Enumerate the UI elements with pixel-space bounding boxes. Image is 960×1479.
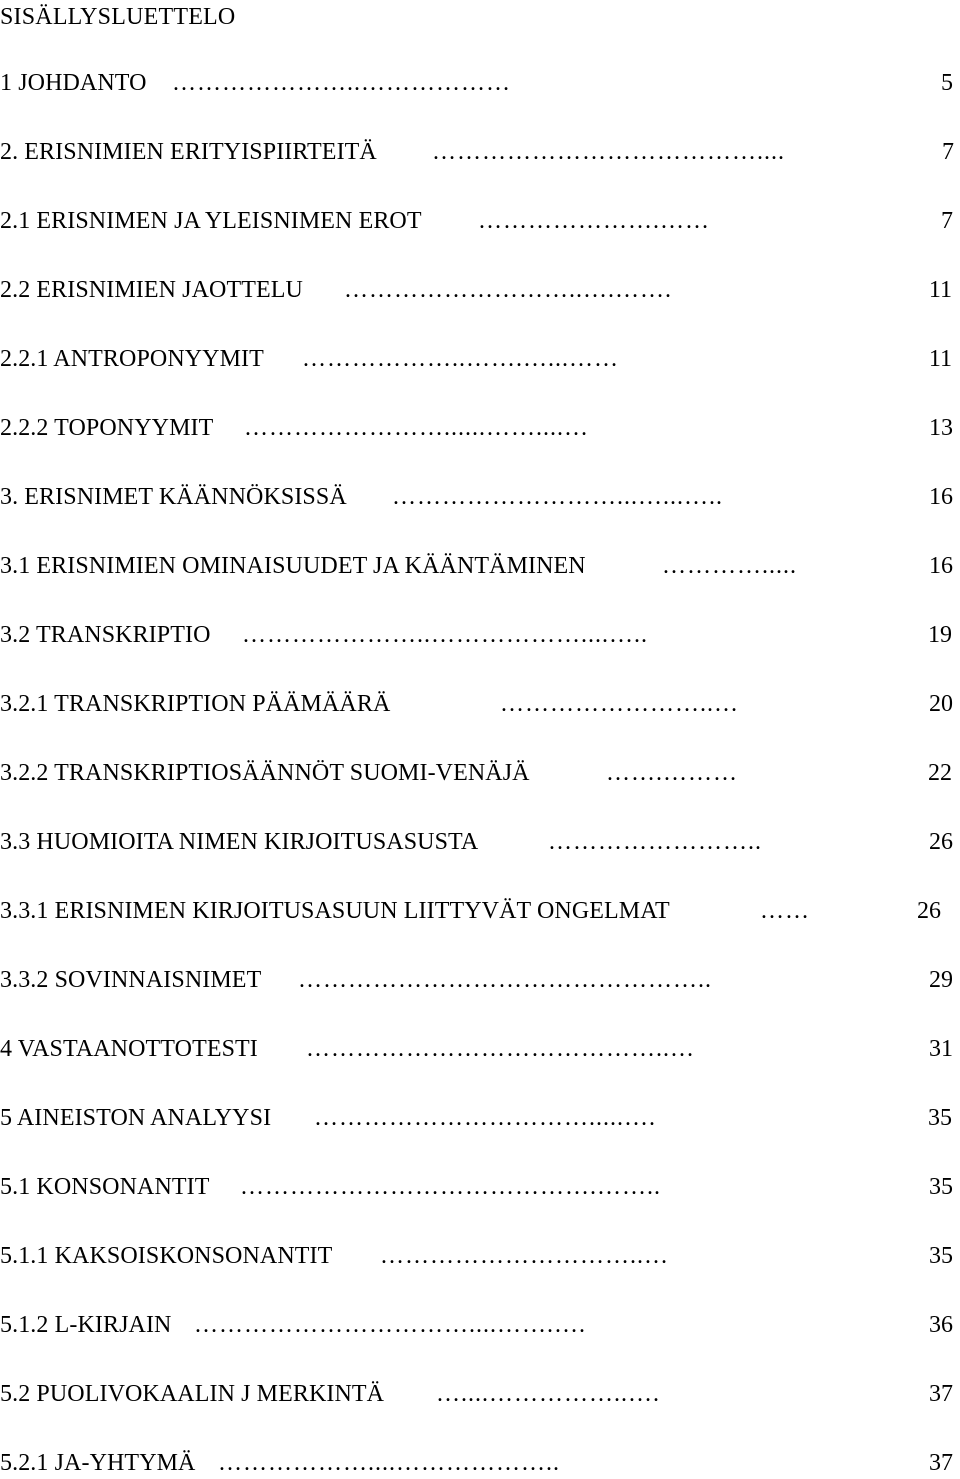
toc-entry-page: 19 [928, 622, 952, 648]
toc-entry-page: 16 [929, 484, 953, 510]
toc-entry-page: 26 [917, 898, 941, 924]
toc-entry-leader: …………………..……………… [172, 70, 511, 96]
toc-entry-leader: ………………………………………….. [298, 967, 712, 993]
toc-entry-leader: ………………....……………….. [218, 1450, 560, 1476]
toc-entry-page: 20 [929, 691, 953, 717]
toc-entry-leader: ……………………………………..… [306, 1036, 695, 1062]
toc-entry-title: 5 AINEISTON ANALYYSI [0, 1105, 272, 1131]
toc-entry-title: 1 JOHDANTO [0, 70, 147, 96]
toc-entry-leader: ……………………......……....… [244, 415, 589, 441]
toc-entry-title: 3. ERISNIMET KÄÄNNÖKSISSÄ [0, 484, 347, 510]
toc-entry-leader: …………………………….....…. [314, 1105, 656, 1131]
toc-entry-title: 5.1.2 L-KIRJAIN [0, 1312, 172, 1338]
toc-entry-title: 5.1 KONSONANTIT [0, 1174, 210, 1200]
toc-entry-page: 16 [929, 553, 953, 579]
toc-entry-page: 26 [929, 829, 953, 855]
toc-entry-page: 37 [929, 1381, 953, 1407]
toc-entry-leader: ……………………..… [500, 691, 739, 717]
toc-entry-page: 22 [928, 760, 952, 786]
toc-entry-leader: ………………………..….……. [344, 277, 672, 303]
toc-entry-title: 2.1 ERISNIMEN JA YLEISNIMEN EROT [0, 208, 422, 234]
toc-entry-title: 2.2 ERISNIMIEN JAOTTELU [0, 277, 303, 303]
toc-entry-title: 2. ERISNIMIEN ERITYISPIIRTEITÄ [0, 139, 377, 165]
toc-entry-page: 36 [929, 1312, 953, 1338]
toc-entry-leader: …………………..………………....….. [242, 622, 648, 648]
toc-entry-leader: ………………….…… [478, 208, 710, 234]
toc-entry-page: 29 [929, 967, 953, 993]
toc-entry-page: 7 [941, 208, 953, 234]
toc-entry-page: 35 [928, 1105, 952, 1131]
toc-entry-page: 13 [929, 415, 953, 441]
toc-entry-title: 5.2 PUOLIVOKAALIN J MERKINTÄ [0, 1381, 385, 1407]
toc-entry-title: 3.2.2 TRANSKRIPTIOSÄÄNNÖT SUOMI-VENÄJÄ [0, 760, 530, 786]
toc-entry-leader: …………………….. [548, 829, 762, 855]
toc-entry-title: 3.3.1 ERISNIMEN KIRJOITUSASUUN LIITTYVÄT ONGELMAT [0, 898, 670, 924]
toc-entry-page: 11 [928, 277, 952, 303]
toc-entry-page: 11 [928, 346, 952, 372]
toc-entry-title: 3.3 HUOMIOITA NIMEN KIRJOITUSASUSTA [0, 829, 479, 855]
toc-entry-page: 35 [929, 1174, 953, 1200]
toc-entry-leader: ……………………………....…….…. [194, 1312, 586, 1338]
toc-entry-page: 31 [929, 1036, 953, 1062]
toc-entry-title: 3.3.2 SOVINNAISNIMET [0, 967, 262, 993]
toc-entry-page: 5 [941, 70, 953, 96]
toc-entry-leader: ………………………………….... [432, 139, 785, 165]
toc-entry-leader: ………………..…….…...…… [302, 346, 619, 372]
toc-entry-title: 3.2 TRANSKRIPTIO [0, 622, 211, 648]
toc-entry-leader: ………………………...…...….. [392, 484, 723, 510]
toc-entry-title: 3.1 ERISNIMIEN OMINAISUUDET JA KÄÄNTÄMINEN [0, 553, 586, 579]
toc-entry-leader: …… [760, 898, 810, 924]
toc-entry-title: 4 VASTAANOTTOTESTI [0, 1036, 258, 1062]
toc-entry-page: 37 [929, 1450, 953, 1476]
toc-entry-leader: …………..... [662, 553, 797, 579]
toc-entry-title: 5.1.1 KAKSOISKONSONANTIT [0, 1243, 333, 1269]
toc-entry-title: 3.2.1 TRANSKRIPTION PÄÄMÄÄRÄ [0, 691, 391, 717]
toc-entry-title: 2.2.1 ANTROPONYYMIT [0, 346, 264, 372]
toc-entry-title: 5.2.1 JA-YHTYMÄ [0, 1450, 196, 1476]
toc-entry-leader: …....……………..…. [436, 1381, 660, 1407]
toc-entry-leader: …………………………………….…….. [240, 1174, 661, 1200]
toc-entry-title: 2.2.2 TOPONYYMIT [0, 415, 214, 441]
toc-entry-page: 7 [942, 139, 954, 165]
toc-entry-leader: …………………………..… [380, 1243, 669, 1269]
toc-entry-page: 35 [929, 1243, 953, 1269]
toc-entry-leader: …….……… [606, 760, 738, 786]
toc-heading: SISÄLLYSLUETTELO [0, 4, 236, 30]
